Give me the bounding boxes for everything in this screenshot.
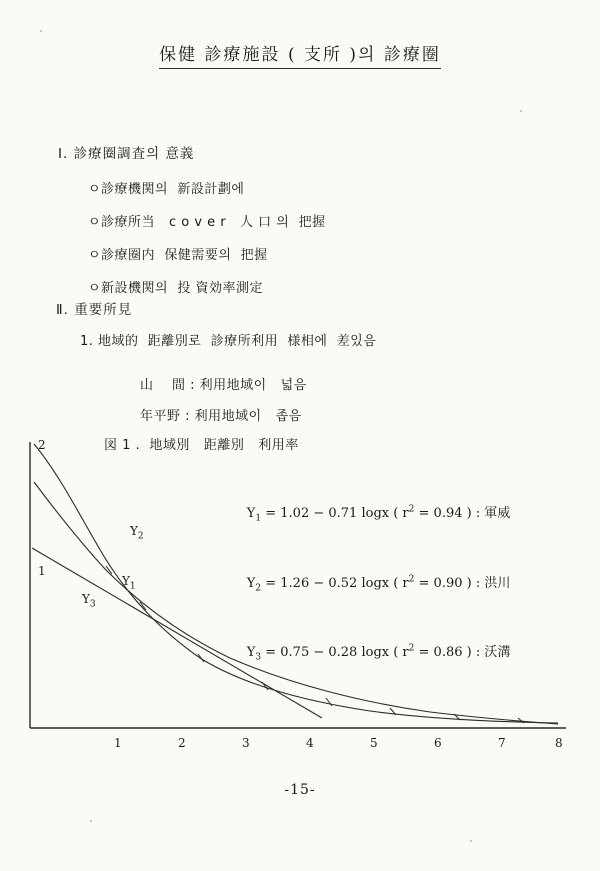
x-axis-tick-label: 5	[370, 736, 378, 750]
paper-speck	[90, 820, 92, 822]
equation-y2-lhs: Y	[246, 575, 256, 591]
equation-y1-sup: 2	[408, 504, 415, 515]
section-heading-1: Ⅰ. 診療圈調査의 意義	[58, 146, 195, 162]
list-item: 年平野 : 利用地域이 좁음	[140, 409, 302, 424]
series-label-y2-text: Y	[130, 524, 138, 538]
equation-y1-rhs: = 1.02 − 0.71 logx ( r	[261, 506, 409, 521]
x-axis-tick-label: 8	[555, 736, 563, 750]
series-label-y1-sub: 1	[129, 581, 136, 592]
equation-y1-tail: = 0.94 ) : 軍威	[414, 506, 511, 521]
x-axis-tick-label: 6	[434, 736, 442, 750]
series-label-y1	[122, 574, 136, 591]
equation-y1-sub: 1	[255, 513, 262, 524]
page-title	[0, 40, 600, 65]
equation-list	[222, 487, 510, 696]
section-heading-2: Ⅱ. 重要所見	[56, 302, 133, 318]
list-item: 山 間 : 利用地域이 넓음	[140, 378, 307, 393]
equation-y2-sub: 2	[255, 583, 262, 594]
equation-y3	[222, 626, 510, 678]
equation-y3-lhs: Y	[246, 645, 256, 661]
equation-y3-tail: = 0.86 ) : 沃溝	[414, 645, 511, 661]
x-axis-tick-label: 2	[178, 736, 186, 750]
y-axis-tick-label: 1	[38, 564, 46, 578]
equation-y1	[222, 487, 510, 539]
equation-y2-tail: = 0.90 ) : 洪川	[414, 575, 511, 591]
paper-speck	[40, 30, 42, 32]
equation-y2-rhs: = 1.26 − 0.52 logx ( r	[261, 575, 409, 591]
equation-y1-lhs: Y	[246, 506, 256, 521]
paper-speck	[520, 110, 522, 112]
figure-caption: 図 1 . 地域別 距離別 利用率	[104, 438, 299, 453]
x-axis-tick-label: 3	[242, 736, 250, 750]
subsection-lines	[140, 374, 307, 436]
series-label-y3-sub: 3	[89, 599, 96, 610]
list-item: ㅇ診療機関의 新設計劃에	[88, 182, 245, 197]
page-title-text: 保健 診療施設 ( 支所 )의 診療圈	[159, 45, 441, 69]
series-label-y2	[130, 524, 144, 541]
equation-y3-rhs: = 0.75 − 0.28 logx ( r	[261, 645, 409, 661]
x-axis-tick-label: 4	[306, 736, 314, 750]
equation-y2	[222, 557, 510, 609]
series-label-y3	[82, 592, 96, 609]
series-label-y2-sub: 2	[137, 531, 144, 542]
list-item: ㅇ新設機関의 投 資効率測定	[88, 281, 264, 296]
data-point-mark	[326, 698, 332, 706]
series-label-y3-text: Y	[82, 592, 90, 606]
x-axis-tick-label: 7	[498, 736, 506, 750]
paper-speck	[470, 840, 472, 842]
list-item: ㅇ診療圈内 保健需要의 把握	[88, 248, 268, 263]
series-label-y1-text: Y	[122, 574, 130, 588]
data-point-mark	[198, 654, 204, 662]
page-number: -15-	[284, 782, 316, 798]
x-axis-tick-label: 1	[114, 736, 122, 750]
equation-y3-sub: 3	[255, 652, 262, 663]
list-item: ㅇ診療所当 c o v e r 人 口 의 把握	[88, 215, 326, 230]
bullet-list	[88, 178, 326, 310]
equation-y2-sup: 2	[408, 574, 415, 585]
equation-y3-sup: 2	[408, 643, 415, 654]
subsection-heading-1: 1. 地域的 距離別로 診療所利用 様相에 差있음	[80, 334, 377, 349]
y-axis-tick-label: 2	[38, 438, 46, 452]
